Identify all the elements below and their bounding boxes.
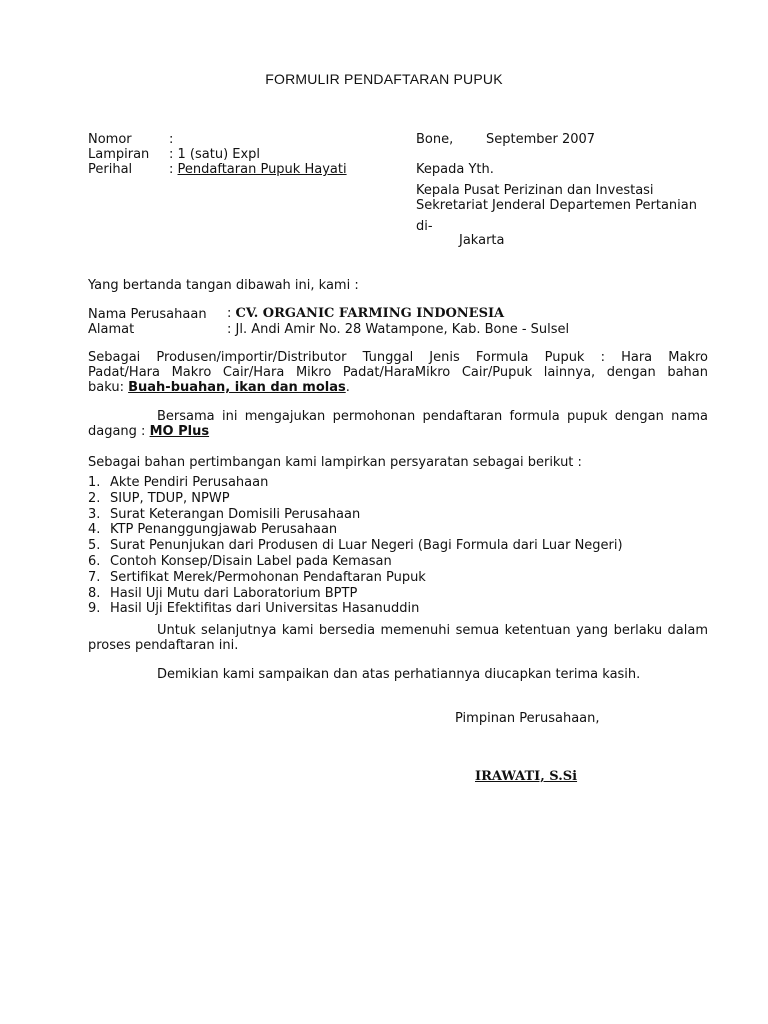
perihal-label: Perihal xyxy=(88,162,133,177)
perihal-row xyxy=(169,162,347,177)
recipient-line-2: Sekretariat Jenderal Departemen Pertanian xyxy=(416,198,697,213)
perihal-colon: : xyxy=(169,162,174,177)
perihal-value: Pendaftaran Pupuk Hayati xyxy=(177,162,347,177)
list-item-number: 5. xyxy=(88,538,101,554)
list-item-number: 8. xyxy=(88,585,101,601)
list-item-text: Surat Penunjukan dari Produsen di Luar Negeri (Bagi Formula dari Luar Negeri) xyxy=(110,538,623,554)
company-name-label: Nama Perusahaan xyxy=(88,307,207,322)
nomor-value: : xyxy=(169,132,174,147)
list-item-number: 7. xyxy=(88,569,101,585)
requirements-intro: Sebagai bahan pertimbangan kami lampirkan persyaratan sebagai berikut : xyxy=(88,455,582,470)
list-item xyxy=(88,491,623,507)
lampiran-label: Lampiran xyxy=(88,147,150,162)
list-item-number: 4. xyxy=(88,522,101,538)
list-item-text: Surat Keterangan Domisili Perusahaan xyxy=(110,506,361,522)
list-item-number: 2. xyxy=(88,490,101,506)
paragraph-application xyxy=(88,409,708,439)
nomor-label: Nomor xyxy=(88,132,132,147)
paragraph-commitment xyxy=(88,623,708,653)
list-item-text: Contoh Konsep/Disain Label pada Kemasan xyxy=(110,553,392,569)
paragraph-commitment-line-1: Untuk selanjutnya kami bersedia memenuhi semua ketentuan yang berlaku dalam xyxy=(157,623,708,638)
document-title: FORMULIR PENDAFTARAN PUPUK xyxy=(265,71,503,87)
place: Bone, xyxy=(416,132,454,147)
bahan-baku-prefix: baku: xyxy=(88,380,129,395)
paragraph-commitment-line-2: proses pendaftaran ini. xyxy=(88,638,239,653)
list-item-number: 1. xyxy=(88,475,101,490)
date: September 2007 xyxy=(486,132,596,147)
paragraph-producer-line-1: Sebagai Produsen/importir/Distributor Tunggal Jenis Formula Pupuk : Hara Makro xyxy=(88,350,708,365)
list-item-text: SIUP, TDUP, NPWP xyxy=(110,490,230,506)
list-item xyxy=(88,586,623,602)
kepada-yth: Kepada Yth. xyxy=(416,162,494,177)
list-item xyxy=(88,507,623,523)
recipient-di: di- xyxy=(416,219,433,234)
paragraph-producer-line-3 xyxy=(88,380,708,395)
paragraph-producer xyxy=(88,350,708,395)
paragraph-producer-line-2: Padat/Hara Makro Cair/Hara Mikro Padat/HaraMikro Cair/Pupuk lainnya, dengan bahan xyxy=(88,365,708,380)
list-item-text: Hasil Uji Efektifitas dari Universitas Hasanuddin xyxy=(110,601,420,617)
list-item-text: Sertifikat Merek/Permohonan Pendaftaran Pupuk xyxy=(110,569,426,585)
closing-text: Demikian kami sampaikan dan atas perhatiannya diucapkan terima kasih. xyxy=(157,667,641,682)
requirements-list xyxy=(88,475,623,617)
paragraph-application-line-2 xyxy=(88,424,708,439)
recipient-line-1: Kepala Pusat Perizinan dan Investasi xyxy=(416,183,654,198)
lampiran-value: : 1 (satu) Expl xyxy=(169,147,261,162)
list-item-number: 6. xyxy=(88,553,101,569)
list-item xyxy=(88,601,623,617)
signature-role: Pimpinan Perusahaan, xyxy=(455,711,600,726)
list-item xyxy=(88,570,623,586)
trade-name-prefix: dagang : xyxy=(88,424,150,439)
recipient-city: Jakarta xyxy=(459,233,505,248)
paragraph-application-line-1: Bersama ini mengajukan permohonan pendaftaran formula pupuk dengan nama xyxy=(157,409,708,424)
company-address-value: : Jl. Andi Amir No. 28 Watampone, Kab. Bone - Sulsel xyxy=(227,322,570,337)
list-item-number: 9. xyxy=(88,601,101,617)
company-name-value: CV. ORGANIC FARMING INDONESIA xyxy=(235,306,505,321)
list-item xyxy=(88,475,623,491)
company-address-label: Alamat xyxy=(88,322,135,337)
bahan-baku-value: Buah-buahan, ikan dan molas xyxy=(128,380,346,395)
list-item-number: 3. xyxy=(88,506,101,522)
trade-name-value: MO Plus xyxy=(149,424,210,439)
list-item xyxy=(88,522,623,538)
list-item-text: KTP Penanggungjawab Perusahaan xyxy=(110,522,338,538)
company-name-row xyxy=(227,306,504,321)
list-item-text: Hasil Uji Mutu dari Laboratorium BPTP xyxy=(110,585,358,601)
list-item-text: Akte Pendiri Perusahaan xyxy=(110,475,269,490)
signature-name: IRAWATI, S.Si xyxy=(475,769,578,784)
list-item xyxy=(88,538,623,554)
list-item xyxy=(88,554,623,570)
bahan-baku-suffix: . xyxy=(345,380,350,395)
intro-text: Yang bertanda tangan dibawah ini, kami : xyxy=(88,278,359,293)
company-name-colon: : xyxy=(227,306,232,321)
